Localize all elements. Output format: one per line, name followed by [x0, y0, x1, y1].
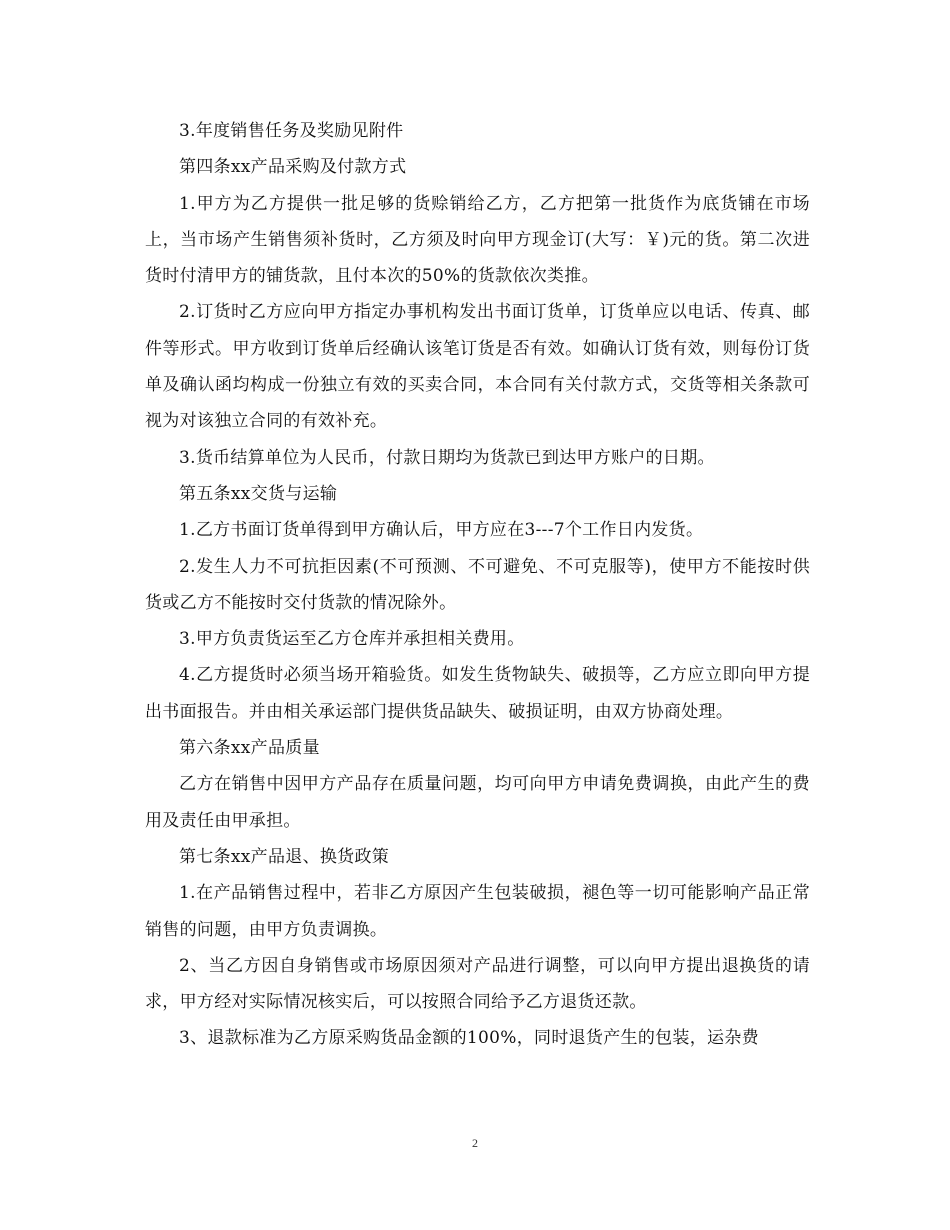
paragraph-7-2: 2、当乙方因自身销售或市场原因须对产品进行调整，可以向甲方提出退换货的请求，甲方经对实际情况核实后，可以按照合同给予乙方退货还款。 — [145, 955, 810, 1013]
paragraph-annual-sales-task: 3.年度销售任务及奖励见附件 — [179, 121, 404, 141]
paragraph-5-4: 4.乙方提货时必须当场开箱验货。如发生货物缺失、破损等，乙方应立即向甲方提出书面报告。并由相关承运部门提供货品缺失、破损证明，由双方协商处理。 — [145, 665, 810, 722]
paragraph-5-1: 1.乙方书面订货单得到甲方确认后，甲方应在3---7个工作日内发货。 — [179, 520, 704, 541]
paragraph-7-1: 1.在产品销售过程中，若非乙方原因产生包装破损，褪色等一切可能影响产品正常销售的问题，由甲方负责调换。 — [145, 883, 810, 940]
heading-article-5: 第五条xx交货与运输 — [179, 483, 338, 504]
paragraph-5-3: 3.甲方负责货运至乙方仓库并承担相关费用。 — [179, 629, 525, 650]
heading-article-4: 第四条xx产品采购及付款方式 — [179, 157, 407, 178]
page-number: 2 — [472, 1136, 478, 1150]
paragraph-5-2: 2.发生人力不可抗拒因素(不可预测、不可避免、不可克服等)，使甲方不能按时供货或乙方不能按时交付货款的情况除外。 — [145, 556, 810, 613]
heading-article-7: 第七条xx产品退、换货政策 — [179, 846, 390, 867]
paragraph-6: 乙方在销售中因甲方产品存在质量问题，均可向甲方申请免费调换，由此产生的费用及责任由甲承担。 — [145, 774, 810, 831]
paragraph-4-2: 2.订货时乙方应向甲方指定办事机构发出书面订货单，订货单应以电话、传真、邮件等形式。甲方收到订货单后经确认该笔订货是否有效。如确认订货有效，则每份订货单及确认函均构成一份独立有效的买卖合同，本合同有关付款方式，交货等相关条款可视为对该独立合同的有效补充。 — [145, 302, 810, 432]
paragraph-4-1: 1.甲方为乙方提供一批足够的货赊销给乙方，乙方把第一批货作为底货铺在市场上，当市场产生销售须补货时，乙方须及时向甲方现金订(大写：￥)元的货。第二次进货时付清甲方的铺货款，且付本次的50%的货款依次类推。 — [145, 193, 810, 287]
paragraph-7-3: 3、退款标准为乙方原采购货品金额的100%，同时退货产生的包装，运杂费 — [179, 1028, 759, 1049]
paragraph-4-3: 3.货币结算单位为人民币，付款日期均为货款已到达甲方账户的日期。 — [179, 447, 715, 468]
document-body — [145, 113, 810, 1057]
heading-article-6: 第六条xx产品质量 — [179, 738, 320, 759]
